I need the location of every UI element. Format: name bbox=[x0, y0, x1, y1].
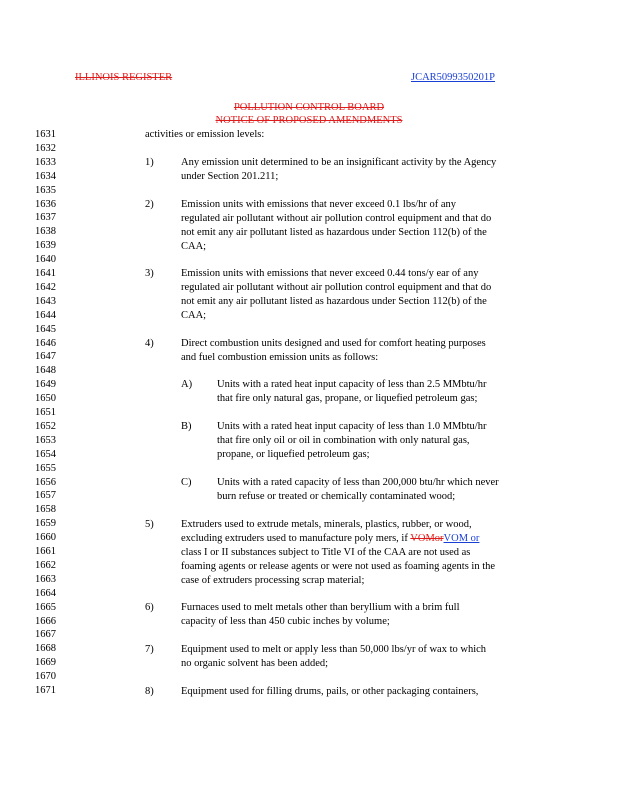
line-number: 1670 bbox=[35, 671, 56, 683]
subitem-letter: B) bbox=[181, 421, 192, 432]
subitem-text: that fire only oil or oil in combination with only natural gas, bbox=[217, 435, 470, 446]
item-number: 1) bbox=[145, 157, 154, 168]
item-text: Direct combustion units designed and used for comfort heating purposes bbox=[181, 338, 486, 349]
item-text: foaming agents or release agents or were not used as foaming agents in the bbox=[181, 561, 496, 572]
line-number: 1646 bbox=[35, 337, 56, 349]
line-number: 1654 bbox=[35, 448, 56, 460]
line-number: 1632 bbox=[35, 142, 56, 154]
deleted-text: VOMor bbox=[410, 533, 444, 544]
line-number: 1633 bbox=[35, 156, 56, 168]
line-number: 1634 bbox=[35, 170, 56, 182]
line-number: 1663 bbox=[35, 573, 56, 585]
subitem-text: that fire only natural gas, propane, or liquefied petroleum gas; bbox=[217, 393, 478, 404]
item-text: under Section 201.211; bbox=[181, 171, 279, 182]
line-number: 1648 bbox=[35, 365, 56, 377]
line-number: 1668 bbox=[35, 643, 56, 655]
item-text: Equipment used to melt or apply less than 50,000 lbs/yr of wax to which bbox=[181, 644, 487, 655]
line-number: 1661 bbox=[35, 546, 56, 557]
line-number: 1631 bbox=[35, 129, 56, 140]
item-text: CAA; bbox=[181, 310, 207, 321]
item-number: 4) bbox=[145, 338, 154, 349]
item-text: case of extruders processing scrap material; bbox=[181, 575, 365, 586]
item-text: no organic solvent has been added; bbox=[181, 658, 329, 669]
line-number: 1656 bbox=[35, 476, 56, 488]
line-number: 1636 bbox=[35, 198, 56, 210]
line-number: 1644 bbox=[35, 309, 56, 321]
line-number: 1641 bbox=[35, 268, 56, 279]
item-text: and fuel combustion emission units as follows: bbox=[181, 352, 379, 363]
line-number: 1666 bbox=[35, 615, 56, 627]
item-number: 5) bbox=[145, 519, 154, 530]
item-text: excluding extruders used to manufacture poly mers, if bbox=[181, 533, 411, 544]
item-text: Equipment used for filling drums, pails, or other packaging containers, bbox=[181, 686, 479, 697]
item-text: capacity of less than 450 cubic inches by volume; bbox=[181, 616, 390, 627]
register-title: ILLINOIS REGISTER bbox=[75, 72, 173, 83]
line-number: 1662 bbox=[35, 559, 56, 571]
subitem-letter: A) bbox=[181, 379, 193, 390]
line-number: 1637 bbox=[35, 212, 56, 224]
line-number: 1650 bbox=[35, 393, 56, 405]
inserted-text: VOM or bbox=[443, 533, 480, 544]
item-text: Extruders used to extrude metals, minerals, plastics, rubber, or wood, bbox=[181, 519, 472, 530]
intro-text: activities or emission levels: bbox=[145, 129, 265, 140]
notice-title: NOTICE OF PROPOSED AMENDMENTS bbox=[215, 115, 403, 126]
line-number: 1671 bbox=[35, 685, 56, 696]
line-number: 1655 bbox=[35, 462, 56, 474]
item-number: 3) bbox=[145, 268, 154, 279]
subitem-text: Units with a rated heat input capacity of less than 1.0 MMbtu/hr bbox=[217, 421, 487, 432]
line-number: 1638 bbox=[35, 226, 56, 238]
item-number: 7) bbox=[145, 644, 154, 655]
line-number: 1669 bbox=[35, 657, 56, 669]
item-text: Furnaces used to melt metals other than beryllium with a brim full bbox=[181, 602, 460, 613]
line-number: 1652 bbox=[35, 420, 56, 432]
line-number: 1653 bbox=[35, 434, 56, 446]
line-number: 1657 bbox=[35, 490, 56, 502]
item-number: 6) bbox=[145, 602, 154, 613]
item-text: Emission units with emissions that never exceed 0.44 tons/y ear of any bbox=[181, 268, 479, 279]
subitem-letter: C) bbox=[181, 477, 192, 488]
item-text-amended bbox=[181, 532, 479, 545]
line-number: 1665 bbox=[35, 601, 56, 613]
item-text: Any emission unit determined to be an insignificant activity by the Agency bbox=[181, 157, 497, 168]
line-number: 1640 bbox=[35, 254, 56, 266]
line-number: 1649 bbox=[35, 379, 56, 391]
subitem-text: Units with a rated capacity of less than 200,000 btu/hr which never bbox=[217, 477, 499, 488]
line-number: 1659 bbox=[35, 518, 56, 530]
jcar-link[interactable]: JCAR5099350201P bbox=[411, 72, 496, 83]
line-number: 1642 bbox=[35, 281, 56, 293]
item-text: not emit any air pollutant listed as hazardous under Section 112(b) of the bbox=[181, 296, 487, 307]
item-text: regulated air pollutant without air pollution control equipment and that do bbox=[181, 282, 492, 293]
item-text: Emission units with emissions that never exceed 0.1 lbs/hr of any bbox=[181, 199, 456, 210]
line-number: 1639 bbox=[35, 240, 56, 252]
line-number: 1660 bbox=[35, 532, 56, 544]
item-text: CAA; bbox=[181, 241, 207, 252]
subitem-text: Units with a rated heat input capacity of less than 2.5 MMbtu/hr bbox=[217, 379, 487, 390]
line-number: 1658 bbox=[35, 504, 56, 516]
line-number: 1651 bbox=[35, 407, 56, 418]
subitem-text: burn refuse or treated or chemically contaminated wood; bbox=[217, 491, 456, 502]
line-number: 1647 bbox=[35, 351, 56, 363]
line-number: 1667 bbox=[35, 629, 56, 641]
item-text: not emit any air pollutant listed as hazardous under Section 112(b) of the bbox=[181, 227, 487, 238]
item-number: 2) bbox=[145, 199, 154, 210]
item-number: 8) bbox=[145, 686, 154, 697]
line-number: 1643 bbox=[35, 295, 56, 307]
line-number: 1664 bbox=[35, 587, 56, 599]
board-title: POLLUTION CONTROL BOARD bbox=[233, 102, 385, 113]
item-text: regulated air pollutant without air pollution control equipment and that do bbox=[181, 213, 492, 224]
line-number: 1635 bbox=[35, 184, 56, 196]
subitem-text: propane, or liquefied petroleum gas; bbox=[217, 449, 370, 460]
item-text: class I or II substances subject to Title VI of the CAA are not used as bbox=[181, 547, 471, 558]
line-number: 1645 bbox=[35, 323, 56, 335]
